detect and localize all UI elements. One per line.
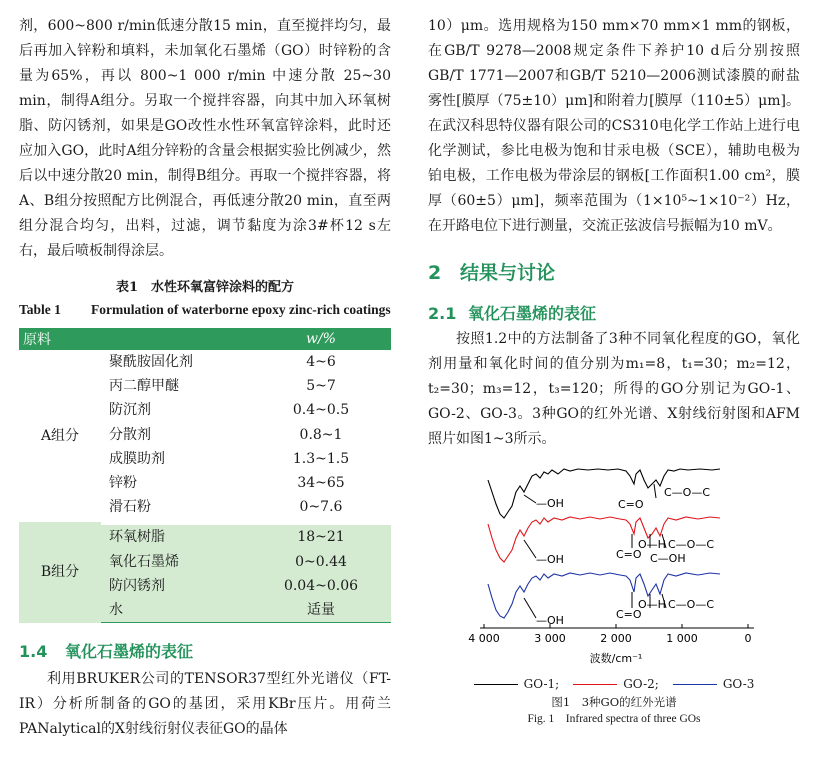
label-co-2: C=O — [616, 548, 642, 561]
group-a-label: A组分 — [40, 428, 80, 445]
label-co-3: C=O — [616, 608, 642, 621]
table-header-spacer — [101, 328, 251, 350]
ingredient-name: 滑石粉 — [101, 495, 251, 522]
spectrum-go-3 — [488, 573, 720, 618]
table-group-a — [19, 350, 391, 522]
x-tick-label-5: 0 — [744, 632, 752, 645]
label-oh-1: —OH — [536, 497, 564, 510]
label-oh-3: —OH — [536, 614, 564, 627]
section-1-4-title: 氧化石墨烯的表征 — [65, 642, 194, 662]
label-coc-1: C—O—C — [664, 486, 711, 499]
legend-label-go-3: GO-3 — [722, 677, 755, 691]
label-oh-2: —OH — [536, 553, 564, 566]
table-group-b — [19, 522, 391, 622]
x-tick-label-4: 1 000 — [666, 632, 698, 645]
legend-label-go-2: GO-2; — [623, 677, 659, 691]
ingredient-name: 成膜助剂 — [109, 450, 165, 467]
label-co-1: C=O — [618, 498, 644, 511]
legend-line-go-2 — [573, 684, 617, 685]
left-paragraph-1: 剂，600~800 r/min低速分散15 min，直至搅拌均匀，最后再加入锌粉和填料，未加氧化石墨烯（GO）时锌粉的含量为65%，再以 800~1 000 r/min 中速分散 25~30 min，制得A组分。另取一个搅拌容器，向其中加入环氧树脂、防闪锈剂，如果是GO改性水性环氧富锌涂料，此时还应加入GO，此时A组分锌粉的含量会根据实验比例减少，然后以中速分散20 min，制得B组分。再取一个搅拌容器，将A、B组分按照配方比例混合，再低速分散20 min，直至两组分混合均匀，出料，过滤，调节黏度为涂3#杯12 s左右，最后喷板制得涂层。 — [19, 18, 391, 259]
table-caption-en-number: Table 1 — [19, 302, 61, 317]
right-column — [428, 14, 800, 728]
ingredient-value: 0.04~0.06 — [251, 574, 391, 598]
figure-legend — [428, 674, 800, 694]
ingredient-name: 分散剂 — [109, 426, 151, 443]
ingredient-value: 34~65 — [297, 475, 345, 492]
ingredient-name: 水 — [101, 598, 251, 623]
ingredient-name: 环氧树脂 — [101, 522, 251, 549]
ir-spectra-figure — [428, 462, 800, 672]
section-2-title: 结果与讨论 — [460, 262, 556, 284]
formulation-table — [19, 328, 391, 623]
ingredient-value: 0~7.6 — [251, 495, 391, 522]
figure-caption-en: Fig. 1 Infrared spectra of three GOs — [527, 713, 701, 725]
label-oh2-2: O—H — [638, 538, 666, 551]
arrow-coc-1 — [654, 484, 656, 498]
label-oh2-3: O—H — [638, 598, 666, 611]
legend-go-1 — [474, 677, 560, 691]
ingredient-name: 防闪锈剂 — [101, 574, 251, 598]
ingredient-value: 0.8~1 — [299, 426, 343, 443]
label-coc-3: C—O—C — [668, 598, 715, 611]
ingredient-name: 氧化石墨烯 — [101, 550, 251, 574]
x-tick-label-2: 3 000 — [534, 632, 566, 645]
table-caption-en — [19, 300, 391, 320]
legend-go-3 — [673, 677, 755, 691]
ingredient-value: 1.3~1.5 — [292, 450, 350, 467]
ingredient-name: 锌粉 — [109, 475, 137, 492]
section-1-4-heading — [19, 637, 391, 667]
arrow-oh-1 — [524, 495, 536, 503]
section-1-4-number: 1.4 — [19, 642, 48, 662]
ingredient-name: 防沉剂 — [109, 402, 151, 419]
table-caption-cn: 表1 水性环氧富锌涂料的配方 — [115, 280, 295, 295]
right-paragraph-2: 按照1.2中的方法制备了3种不同氧化程度的GO，氧化剂用量和氧化时间的值分别为m₁=8，t₁=30；m₂=12，t₂=30；m₃=12，t₃=120；所得的GO分别记为GO-1、GO-2、GO-3。3种GO的红外光谱、X射线衍射图和AFM照片如图1~3所示。 — [428, 331, 800, 447]
ingredient-value: 18~21 — [251, 522, 391, 549]
section-2-1-title: 氧化石墨烯的表征 — [468, 304, 597, 323]
right-paragraph-1: 10）μm。选用规格为150 mm×70 mm×1 mm的钢板，在GB/T 9278—2008规定条件下养护10 d后分别按照GB/T 1771—2007和GB/T 5210—2006测试漆膜的耐盐雾性[膜厚（75±10）μm]和附着力[膜厚（110±5）μm]。在武汉科思特仪器有限公司的CS310电化学工作站上进行电化学测试，参比电极为饱和甘汞电极（SCE），辅助电极为铂电极，工作电极为带涂层的钢板[工作面积1.00 cm²，膜厚（60±5）μm]，频率范围为（1×10⁵~1×10⁻²）Hz，在开路电位下进行测量，交流正弦波信号振幅为10 mV。 — [428, 18, 800, 234]
table-caption-en-text: Formulation of waterborne epoxy zinc-rich coatings — [91, 302, 391, 317]
section-2-1-heading — [428, 301, 800, 327]
x-axis-label: 波数/cm⁻¹ — [589, 652, 643, 665]
ingredient-value: 5~7 — [306, 378, 336, 395]
table-header-w: w/% — [251, 328, 391, 350]
x-tick-label-1: 4 000 — [468, 632, 500, 645]
label-coh-2: C—OH — [650, 552, 686, 565]
ingredient-value: 0~0.44 — [251, 550, 391, 574]
left-column — [19, 14, 391, 742]
ingredient-value: 0.4~0.5 — [292, 402, 350, 419]
legend-line-go-3 — [673, 684, 717, 685]
arrow-oh-3 — [524, 598, 536, 618]
ir-spectra-plot — [428, 462, 800, 672]
table-row — [19, 350, 391, 374]
group-b-label: B组分 — [19, 522, 101, 622]
table-row — [19, 522, 391, 549]
figure-caption-cn: 图1 3种GO的红外光谱 — [551, 695, 677, 709]
legend-label-go-1: GO-1; — [523, 677, 560, 691]
section-2-1-number: 2.1 — [428, 304, 457, 323]
ingredient-name: 丙二醇甲醚 — [109, 378, 179, 395]
x-tick-label-3: 2 000 — [600, 632, 632, 645]
section-2-number: 2 — [428, 262, 442, 284]
arrow-oh-2 — [524, 540, 536, 558]
ingredient-name: 聚酰胺固化剂 — [109, 354, 193, 371]
section-2-heading — [428, 257, 800, 289]
legend-line-go-1 — [474, 684, 518, 685]
ingredient-value: 适量 — [251, 598, 391, 623]
label-coc-2: C—O—C — [668, 538, 715, 551]
left-paragraph-2: 利用BRUKER公司的TENSOR37型红外光谱仪（FT-IR）分析所制备的GO的基团，采用KBr压片。用荷兰PANalytical的X射线衍射仪表征GO的晶体 — [19, 671, 391, 738]
ingredient-value: 4~6 — [306, 354, 336, 371]
legend-go-2 — [573, 677, 659, 691]
table-header-name: 原料 — [19, 328, 101, 350]
